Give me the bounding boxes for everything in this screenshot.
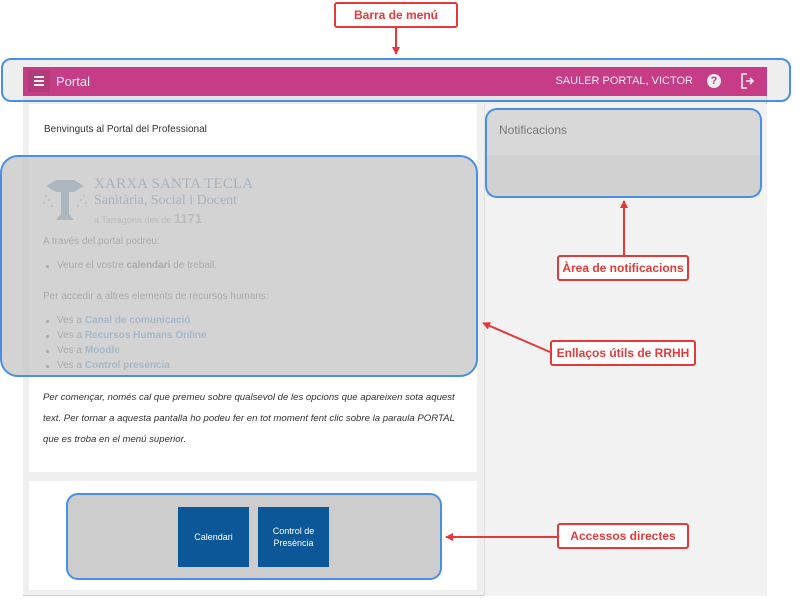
quick-access-callout: Accessos directes	[557, 523, 689, 549]
help-icon[interactable]: ?	[707, 74, 721, 88]
portal-home-link[interactable]: Portal	[56, 74, 90, 89]
notifications-callout: Àrea de notificacions	[557, 255, 689, 281]
attendance-tile-button[interactable]: Control de Presència	[258, 507, 329, 567]
notifications-title: Notificacions	[499, 123, 568, 137]
hr-links-callout: Enllaços útils de RRHH	[550, 340, 696, 366]
welcome-text: Benvinguts al Portal del Professional	[44, 124, 207, 135]
menu-bar-callout: Barra de menú	[334, 2, 458, 28]
calendar-tile-button[interactable]: Calendari	[178, 507, 249, 567]
user-name: SAULER PORTAL, VICTOR	[555, 75, 693, 87]
instructions-text: Per començar, només cal que premeu sobre qualsevol de les opcions que apareixen sota aquest text. Per tornar a aquesta pantalla ho podeu fer en tot moment fent clic sobre la paraula PORTAL que es troba en el menú superior.	[43, 392, 455, 445]
